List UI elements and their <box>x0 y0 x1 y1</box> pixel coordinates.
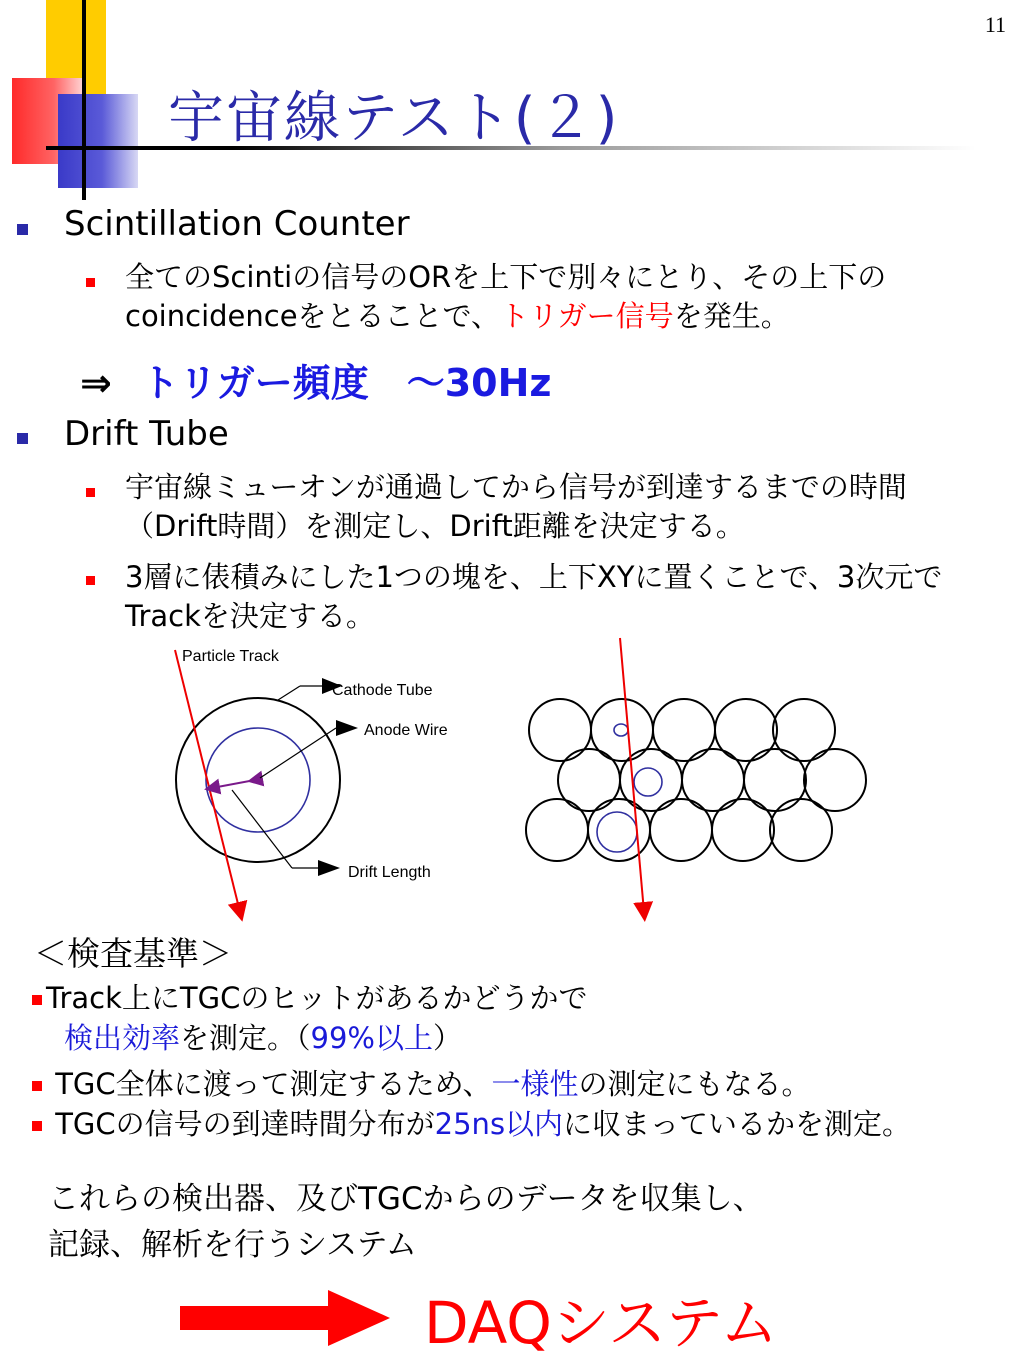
bullet-drift-stack <box>86 576 95 585</box>
drift-time-detail: 宇宙線ミューオンが通過してから信号が到達するまでの時間 （Drift時間）を測定し、Drift距離を決定する。 <box>125 470 907 543</box>
tube-stack <box>526 699 866 861</box>
scinti-detail <box>125 258 1005 336</box>
implies-arrow: ⇒ <box>80 361 112 405</box>
bullet-scintillation <box>17 224 28 235</box>
criteria-bullet <box>32 1081 42 1091</box>
heading-drift: Drift Tube <box>64 414 229 454</box>
particle-track-right <box>620 638 644 912</box>
drift-length-arrow <box>212 780 255 788</box>
title-decoration-blue <box>58 94 138 188</box>
slide-title: 宇宙線テスト(２) <box>168 86 620 151</box>
heading-scintillation: Scintillation Counter <box>64 204 410 244</box>
daq-system-label: DAQシステム <box>424 1289 779 1357</box>
page-number: 11 <box>984 12 1006 37</box>
criteria-heading: ＜検査基準＞ <box>34 934 232 973</box>
summary-text: これらの検出器、及びTGCからのデータを収集し、 記録、解析を行うシステム <box>48 1181 764 1263</box>
particle-track-left <box>175 650 240 912</box>
bullet-scinti-detail <box>86 278 95 287</box>
drift-tube-diagram <box>0 630 1024 930</box>
criteria-item-1-line2: 検出効率を測定。（99%以上） <box>64 1021 463 1055</box>
bullet-drift <box>17 433 28 444</box>
trigger-signal-highlight: トリガー信号 <box>499 299 674 333</box>
scinti-detail-line2: coincidenceをとることで、トリガー信号を発生。 <box>125 299 790 333</box>
criteria-list <box>32 978 1022 1144</box>
label-cathode-tube: Cathode Tube <box>332 682 433 699</box>
label-drift-length: Drift Length <box>348 864 431 881</box>
criteria-item-3: TGCの信号の到達時間分布が25ns以内に収まっているかを測定。 <box>32 1104 1022 1144</box>
bullet-drift-time <box>86 488 95 497</box>
criteria-item-2: TGC全体に渡って測定するため、一様性の測定にもなる。 <box>32 1064 1022 1104</box>
label-particle-track: Particle Track <box>182 648 279 665</box>
trigger-rate <box>80 352 552 407</box>
scinti-detail-line1: 全てのScintiの信号のORを上下で別々にとり、その上下の <box>125 260 887 294</box>
criteria-item-1: Track上にTGCのヒットがあるかどうかで <box>32 978 1022 1018</box>
criteria-bullet <box>32 1121 42 1131</box>
title-decoration-vertical-line <box>82 0 86 200</box>
drift-stack-detail: 3層に俵積みにした1つの塊を、上下XYに置くことで、3次元で Trackを決定する。 <box>125 560 943 633</box>
label-anode-wire: Anode Wire <box>364 722 448 739</box>
trigger-rate-text: トリガー頻度 ～30Hz <box>141 361 552 405</box>
big-red-arrow <box>180 1290 390 1346</box>
criteria-bullet <box>32 995 42 1005</box>
